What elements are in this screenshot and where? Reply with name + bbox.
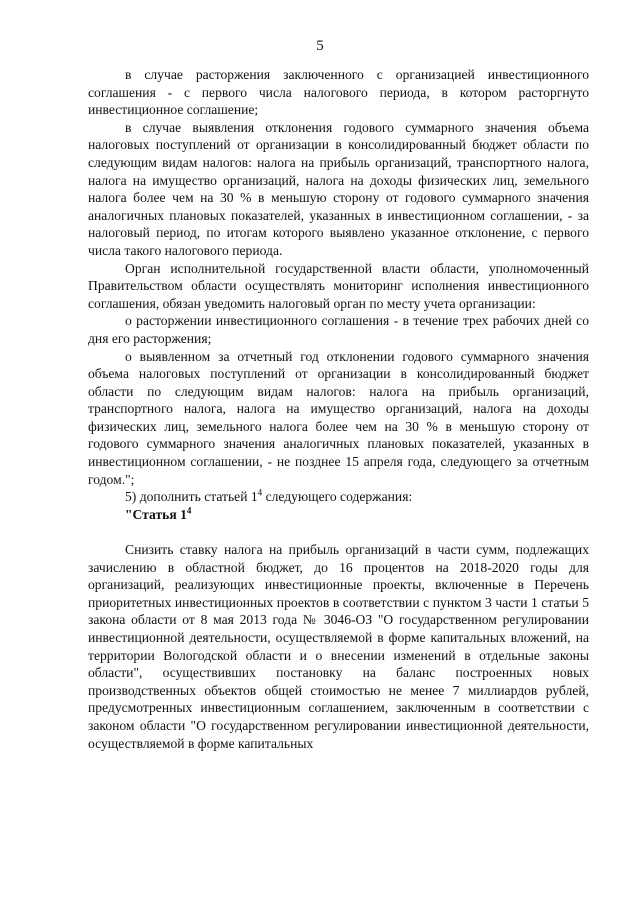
amendment-superscript: 4	[257, 487, 263, 498]
article-heading-text: "Статья 1	[125, 506, 187, 522]
paragraph-notify-deviation: о выявленном за отчетный год отклонении годового суммарного значения объема налоговых поступлений от организации в консолидированный бюджет области по следующим видам налогов: налога на прибыль организаций, транспортного налога, налога на имущество организаций, налога на доходы физических лиц, земельного налога более чем на 30 % в меньшую сторону от годового суммарного значения аналогичных плановых показателей, указанных в инвестиционном соглашении, - не позднее 15 апреля года, следующего за отчетным годом.";	[88, 348, 589, 487]
amendment-text-after: следующего содержания:	[262, 489, 413, 505]
paragraph-termination-period: в случае расторжения заключенного с организацией инвестиционного соглашения - с первого числа налогового периода, в котором расторгнуто инвестиционное соглашение;	[88, 67, 589, 118]
amendment-text-before: 5) дополнить статьей 1	[125, 489, 258, 505]
document-body	[88, 66, 589, 752]
paragraph-deviation-period: в случае выявления отклонения годового суммарного значения объема налоговых поступлений от организации в консолидированный бюджет области по следующим видам налогов: налога на прибыль организаций, транспортного налога, налога на имущество организаций, налога на доходы физических лиц, земельного налога более чем на 30 % в меньшую сторону от годового суммарного значения аналогичных плановых показателей, указанных в инвестиционном соглашении, - за налоговый период, по итогам которого выявлено указанное отклонение, с первого числа такого налогового периода.	[88, 119, 589, 258]
blank-line	[88, 523, 589, 541]
paragraph-authority-obligation: Орган исполнительной государственной власти области, уполномоченный Правительством области осуществлять мониторинг исполнения инвестиционного соглашения, обязан уведомить налоговый орган по месту учета организации:	[88, 260, 589, 311]
page-number: 5	[316, 38, 324, 54]
paragraph-notify-termination: о расторжении инвестиционного соглашения - в течение трех рабочих дней со дня его расторжения;	[88, 313, 589, 346]
paragraph-amendment-item	[88, 488, 589, 506]
article-heading	[88, 506, 589, 524]
article-heading-superscript: 4	[186, 505, 192, 516]
paragraph-article-body: Снизить ставку налога на прибыль организаций в части сумм, подлежащих зачислению в областной бюджет, до 16 процентов на 2018-2020 годы для организаций, реализующих инвестиционные проекты, включенные в Перечень приоритетных инвестиционных проектов в соответствии с пунктом 3 части 1 статьи 5 закона области от 8 мая 2013 года № 3046-ОЗ "О государственном регулировании инвестиционной деятельности, осуществляемой в форме капитальных вложений, на территории Вологодской области и о внесении изменений в отдельные законы области", осуществивших постановку на баланс построенных новых производственных объектов общей стоимостью не менее 7 миллиардов рублей, предусмотренных инвестиционным соглашением, заключенным в соответствии с законом области "О государственном регулировании инвестиционной деятельности, осуществляемой в форме капитальных	[88, 542, 589, 751]
